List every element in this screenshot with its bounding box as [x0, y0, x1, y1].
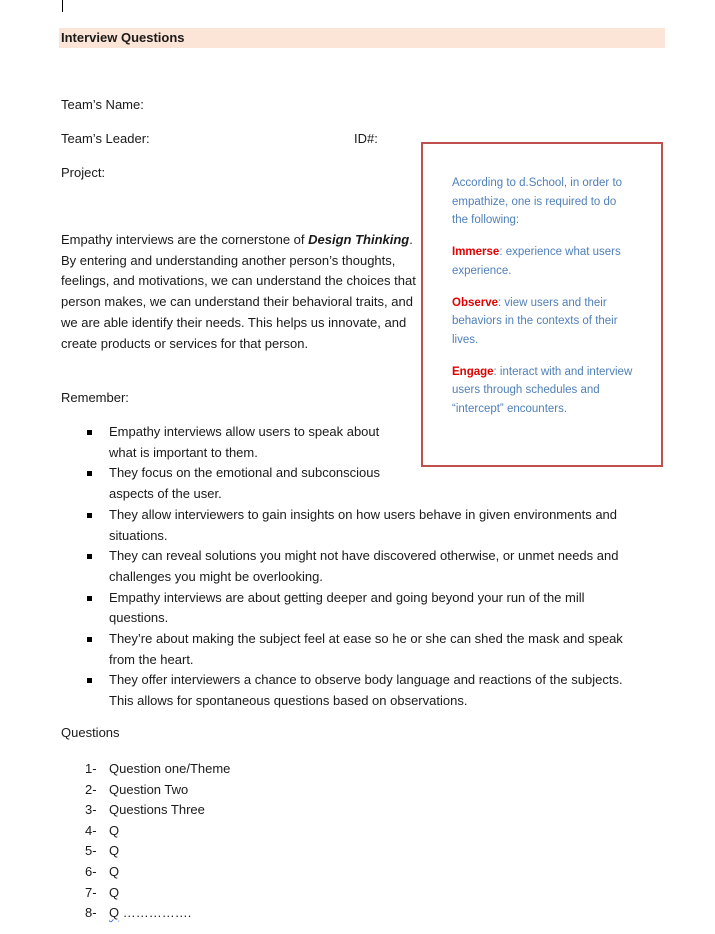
list-item [0, 505, 649, 546]
project-label: Project: [61, 165, 106, 180]
question-number: 1- [85, 761, 97, 776]
bullet-square-icon [87, 596, 92, 601]
callout-item-observe [452, 294, 635, 350]
list-item [0, 800, 230, 821]
list-item [0, 780, 230, 801]
list-item [0, 670, 649, 711]
question-number: 6- [85, 863, 97, 879]
list-item-text: Empathy interviews allow users to speak about what is important to them. [109, 424, 380, 460]
list-item [0, 903, 230, 924]
empathy-callout-box [421, 142, 663, 467]
question-text: Question one/Theme [109, 761, 231, 776]
callout-item-immerse [452, 243, 635, 280]
list-item [0, 546, 649, 587]
bullet-square-icon [87, 554, 92, 559]
question-text: Q [109, 822, 120, 838]
team-leader-label: Team’s Leader: [61, 131, 150, 146]
list-item [0, 759, 230, 780]
bullet-square-icon [87, 678, 92, 683]
list-item-text: They focus on the emotional and subconscious aspects of the user. [109, 465, 381, 502]
callout-intro: According to d.School, in order to empathize, one is required to do the following: [452, 177, 623, 227]
list-item [0, 588, 629, 629]
question-number: 3- [85, 802, 97, 818]
question-text: Q [109, 863, 120, 879]
remember-label: Remember: [61, 390, 129, 405]
id-label: ID#: [354, 131, 378, 146]
callout-description: : interact with and interview users through schedules and “intercept” encounters. [452, 365, 633, 416]
question-text: Q [109, 884, 120, 900]
bullet-square-icon [87, 637, 92, 642]
question-number: 8- [85, 905, 97, 921]
callout-keyword: Immerse [452, 246, 500, 259]
questions-heading: Questions [61, 725, 120, 740]
bullet-square-icon [87, 513, 92, 518]
list-item [0, 883, 230, 904]
team-name-label: Team’s Name: [61, 97, 144, 112]
question-number: 5- [85, 843, 97, 859]
question-number: 4- [85, 822, 97, 838]
callout-keyword: Engage [452, 365, 494, 378]
question-placeholder-dots: ……………. [119, 905, 192, 921]
list-item-text: They can reveal solutions you might not have discovered otherwise, or unmet needs and challenges you might be overlooking. [109, 548, 619, 584]
list-item-text: Empathy interviews are about getting deeper and going beyond your run of the mill questions. [109, 589, 585, 626]
question-text: Question Two [109, 781, 189, 797]
intro-text-end: . By entering and understanding another person’s thoughts, feelings, and motivations, we can understand the choices that person makes, we can understand their behavioral traits, and we are able identify their needs. This helps us innovate, and create products or services for that person. [61, 232, 416, 351]
question-number: 7- [85, 884, 97, 900]
list-item [0, 629, 649, 670]
intro-paragraph [61, 230, 416, 354]
bullet-square-icon [87, 430, 92, 435]
question-number: 2- [85, 781, 97, 797]
question-text: Q [109, 843, 120, 859]
list-item-text: They allow interviewers to gain insights on how users behave in given environments and situations. [109, 506, 618, 543]
list-item [0, 463, 399, 504]
questions-list [0, 759, 230, 924]
question-text: Q [109, 905, 120, 921]
list-item [0, 862, 230, 883]
question-text: Questions Three [109, 802, 205, 818]
intro-text-start: Empathy interviews are the cornerstone of [61, 232, 309, 247]
document-title: Interview Questions [59, 28, 665, 48]
bullet-square-icon [87, 471, 92, 476]
intro-emphasis: Design Thinking [308, 232, 410, 247]
list-item-text: They offer interviewers a chance to observe body language and reactions of the subjects. This allows for spontaneous questions based on observations. [109, 672, 623, 709]
callout-item-engage [452, 363, 635, 419]
list-item [0, 422, 389, 463]
callout-description: : view users and their behaviors in the contexts of their lives. [452, 296, 618, 346]
list-item-text: They’re about making the subject feel at ease so he or she can shed the mask and speak from the heart. [109, 631, 623, 667]
callout-description: : experience what users experience. [452, 246, 621, 277]
list-item [0, 821, 230, 842]
text-cursor [62, 0, 63, 12]
list-item [0, 841, 230, 862]
callout-keyword: Observe [452, 296, 499, 309]
